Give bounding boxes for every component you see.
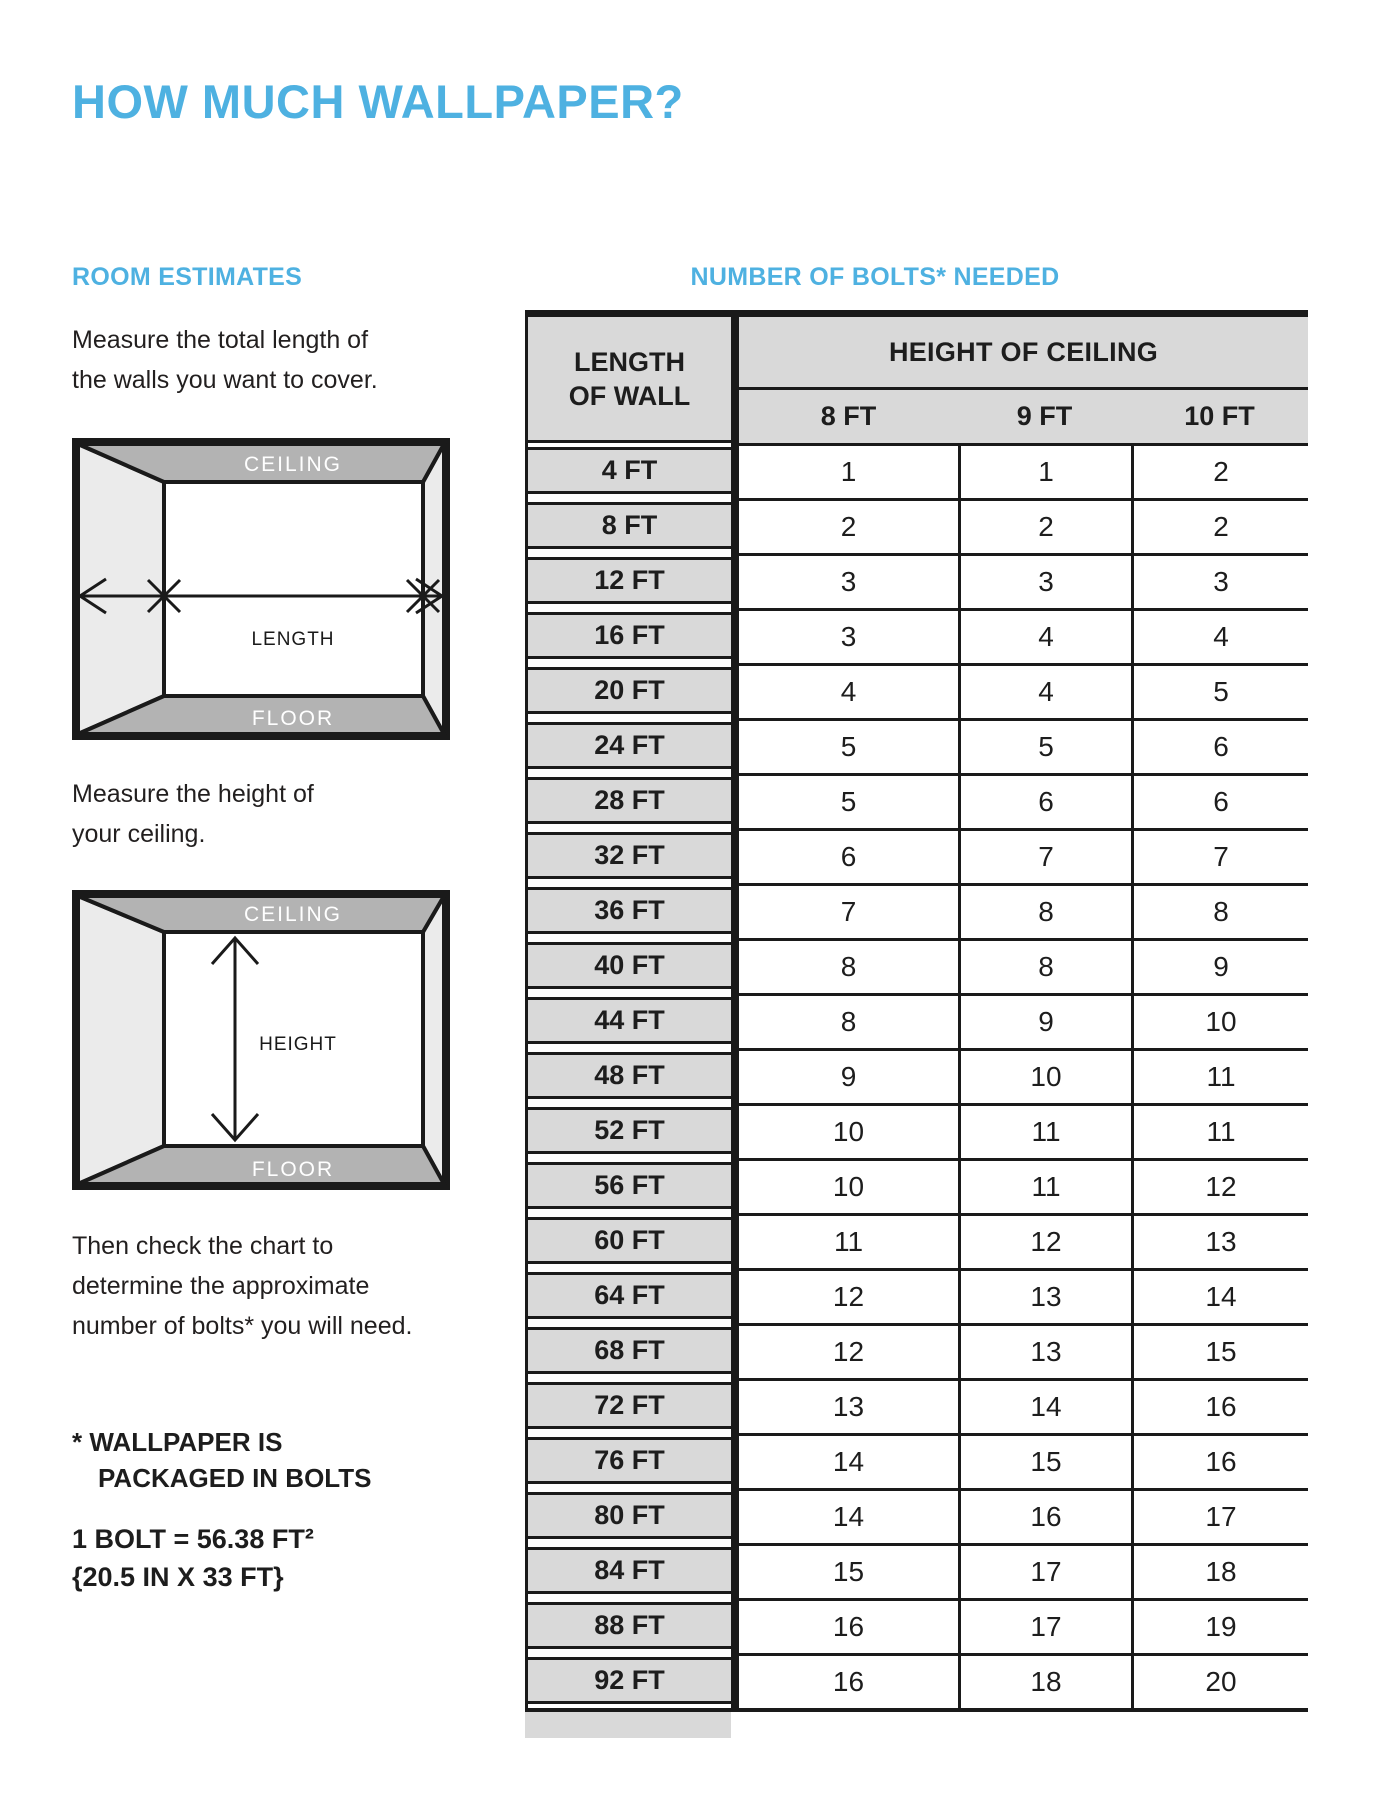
section-heading-room-estimates: ROOM ESTIMATES (72, 263, 303, 291)
table-row (739, 1543, 1308, 1598)
bolt-size-info (72, 1520, 314, 1596)
row-label-cell: 56 FT (528, 1162, 731, 1209)
bolt-equation: 1 BOLT = 56.38 FT² (72, 1524, 314, 1554)
bolt-count-cell: 15 (1131, 1326, 1308, 1378)
table-row (739, 1323, 1308, 1378)
bolt-count-cell: 13 (958, 1326, 1131, 1378)
table-row (739, 883, 1308, 938)
table-row (739, 1653, 1308, 1708)
bolt-count-cell: 11 (1131, 1051, 1308, 1103)
row-label-cell: 88 FT (528, 1602, 731, 1649)
page-title: HOW MUCH WALLPAPER? (72, 75, 684, 128)
row-label-cell: 40 FT (528, 942, 731, 989)
bolt-count-cell: 13 (739, 1381, 958, 1433)
instruction-step-2 (72, 774, 314, 854)
bolt-count-cell: 3 (739, 611, 958, 663)
table-row (739, 608, 1308, 663)
footnote-line: PACKAGED IN BOLTS (98, 1463, 372, 1493)
row-label-cell: 24 FT (528, 722, 731, 769)
table-row (739, 1433, 1308, 1488)
bolt-count-cell: 9 (958, 996, 1131, 1048)
bolt-count-cell: 10 (739, 1106, 958, 1158)
floor-label: FLOOR (251, 707, 335, 730)
bolt-count-cell: 11 (958, 1106, 1131, 1158)
column-header-10ft: 10 FT (1184, 401, 1255, 431)
bolt-count-cell: 16 (1131, 1381, 1308, 1433)
bolt-count-cell: 8 (1131, 886, 1308, 938)
row-label-cell: 36 FT (528, 887, 731, 934)
ceiling-label: CEILING (243, 903, 343, 926)
table-row (739, 663, 1308, 718)
bolt-count-cell: 20 (1131, 1656, 1308, 1708)
row-label-cell: 48 FT (528, 1052, 731, 1099)
bolt-count-cell: 6 (1131, 776, 1308, 828)
bolt-count-cell: 2 (739, 501, 958, 553)
bolt-count-cell: 12 (958, 1216, 1131, 1268)
instruction-line: determine the approximate (72, 1272, 370, 1300)
bolt-count-cell: 5 (739, 776, 958, 828)
table-row (739, 1268, 1308, 1323)
row-label-cell: 84 FT (528, 1547, 731, 1594)
table-row (739, 553, 1308, 608)
bolt-count-cell: 17 (1131, 1491, 1308, 1543)
floor-label: FLOOR (251, 1158, 335, 1181)
back-wall (164, 482, 423, 696)
table-row (739, 828, 1308, 883)
table-row (739, 773, 1308, 828)
bolt-count-cell: 1 (739, 446, 958, 498)
bolt-count-cell: 8 (739, 996, 958, 1048)
row-label-cell: 64 FT (528, 1272, 731, 1319)
table-row (739, 443, 1308, 498)
right-wall (423, 896, 444, 1184)
bolt-count-cell: 5 (739, 721, 958, 773)
bolt-count-cell: 16 (958, 1491, 1131, 1543)
table-row (739, 1378, 1308, 1433)
room-height-diagram (72, 890, 450, 1190)
ceiling-label: CEILING (243, 453, 343, 476)
bolt-count-cell: 11 (739, 1216, 958, 1268)
ceiling-height-columns (731, 317, 1308, 1708)
bolt-count-cell: 7 (739, 886, 958, 938)
bolt-count-cell: 17 (958, 1601, 1131, 1653)
bolt-count-cell: 2 (1131, 501, 1308, 553)
bolt-count-cell: 9 (739, 1051, 958, 1103)
table-row (739, 1598, 1308, 1653)
room-length-diagram (72, 438, 450, 740)
instruction-line: Measure the total length of (72, 326, 369, 354)
table-top-border (525, 310, 1308, 317)
row-label-cell: 72 FT (528, 1382, 731, 1429)
row-label-cell: 4 FT (528, 447, 731, 494)
bolt-count-cell: 19 (1131, 1601, 1308, 1653)
table-row (739, 718, 1308, 773)
row-label-cell: 8 FT (528, 502, 731, 549)
row-label-cell: 52 FT (528, 1107, 731, 1154)
instruction-line: the walls you want to cover. (72, 366, 378, 394)
bolt-count-cell: 5 (1131, 666, 1308, 718)
bolt-count-cell: 12 (1131, 1161, 1308, 1213)
height-label: HEIGHT (259, 1034, 337, 1055)
table-row (739, 1488, 1308, 1543)
row-label-cell: 32 FT (528, 832, 731, 879)
bolt-count-cell: 13 (1131, 1216, 1308, 1268)
bolt-count-cell: 11 (958, 1161, 1131, 1213)
bolt-count-cell: 10 (958, 1051, 1131, 1103)
bolt-count-cell: 8 (739, 941, 958, 993)
row-label-cell: 16 FT (528, 612, 731, 659)
bolt-count-cell: 14 (739, 1436, 958, 1488)
bolt-count-cell: 2 (1131, 446, 1308, 498)
bolt-grid (739, 443, 1308, 1708)
bolt-count-cell: 1 (958, 446, 1131, 498)
column-header-8ft: 8 FT (820, 401, 877, 431)
row-label-cell: 76 FT (528, 1437, 731, 1484)
bolt-count-cell: 2 (958, 501, 1131, 553)
instruction-line: Measure the height of (72, 780, 314, 808)
bolt-count-cell: 18 (1131, 1546, 1308, 1598)
bolt-count-cell: 11 (1131, 1106, 1308, 1158)
bolt-count-cell: 14 (1131, 1271, 1308, 1323)
instruction-line: number of bolts* you will need. (72, 1312, 413, 1340)
bolt-count-cell: 6 (958, 776, 1131, 828)
bolt-count-cell: 3 (1131, 556, 1308, 608)
row-header-line: LENGTH (574, 346, 685, 377)
bolt-count-cell: 17 (958, 1546, 1131, 1598)
row-label-cell: 20 FT (528, 667, 731, 714)
bolt-count-cell: 16 (1131, 1436, 1308, 1488)
bolt-count-cell: 8 (958, 886, 1131, 938)
left-wall (78, 896, 164, 1184)
table-heading: NUMBER OF BOLTS* NEEDED (690, 263, 1060, 291)
bolt-dimensions: {20.5 IN X 33 FT} (72, 1562, 284, 1592)
instruction-line: your ceiling. (72, 820, 206, 848)
wall-length-column (525, 317, 731, 1708)
bolt-count-cell: 16 (739, 1601, 958, 1653)
bolt-count-cell: 8 (958, 941, 1131, 993)
bolt-count-cell: 10 (1131, 996, 1308, 1048)
bolt-count-cell: 4 (958, 666, 1131, 718)
table-row (739, 993, 1308, 1048)
bolt-count-cell: 15 (958, 1436, 1131, 1488)
bolt-count-cell: 6 (1131, 721, 1308, 773)
bolt-count-cell: 10 (739, 1161, 958, 1213)
bolt-count-cell: 4 (739, 666, 958, 718)
bolt-count-cell: 14 (958, 1381, 1131, 1433)
bolt-count-cell: 7 (1131, 831, 1308, 883)
bolt-count-cell: 7 (958, 831, 1131, 883)
bolt-count-cell: 12 (739, 1271, 958, 1323)
table-row (739, 1213, 1308, 1268)
row-header-cell (528, 317, 731, 443)
row-label-cell: 60 FT (528, 1217, 731, 1264)
row-label-cell: 44 FT (528, 997, 731, 1044)
table-row (739, 498, 1308, 553)
row-label-cell: 68 FT (528, 1327, 731, 1374)
table-row (739, 1103, 1308, 1158)
bolt-count-cell: 14 (739, 1491, 958, 1543)
bolts-needed-table (525, 310, 1308, 1738)
instruction-line: Then check the chart to (72, 1232, 334, 1260)
row-label-cell: 92 FT (528, 1657, 731, 1704)
instruction-step-1 (72, 320, 378, 400)
row-label-cell: 80 FT (528, 1492, 731, 1539)
table-row (739, 938, 1308, 993)
bolt-count-cell: 6 (739, 831, 958, 883)
row-label-cell: 12 FT (528, 557, 731, 604)
row-label-cell: 28 FT (528, 777, 731, 824)
instruction-step-3 (72, 1226, 412, 1346)
bolt-count-cell: 3 (739, 556, 958, 608)
bolt-count-cell: 4 (1131, 611, 1308, 663)
column-headers-row (739, 390, 1308, 443)
table-row (739, 1158, 1308, 1213)
table-body (525, 317, 1308, 1708)
bolt-count-cell: 15 (739, 1546, 958, 1598)
bolt-count-cell: 13 (958, 1271, 1131, 1323)
footnote-line: * WALLPAPER IS (72, 1427, 283, 1457)
table-row (739, 1048, 1308, 1103)
bolt-footnote (72, 1424, 371, 1496)
bolt-count-cell: 9 (1131, 941, 1308, 993)
table-bottom-stub (525, 1712, 731, 1738)
bolt-count-cell: 16 (739, 1656, 958, 1708)
bolt-count-cell: 5 (958, 721, 1131, 773)
bolt-count-cell: 3 (958, 556, 1131, 608)
bolt-count-cell: 18 (958, 1656, 1131, 1708)
column-group-header: HEIGHT OF CEILING (739, 317, 1308, 390)
bolt-count-cell: 12 (739, 1326, 958, 1378)
length-label: LENGTH (251, 629, 335, 650)
row-header-line: OF WALL (568, 380, 691, 411)
bolt-count-cell: 4 (958, 611, 1131, 663)
column-header-9ft: 9 FT (1016, 401, 1073, 431)
